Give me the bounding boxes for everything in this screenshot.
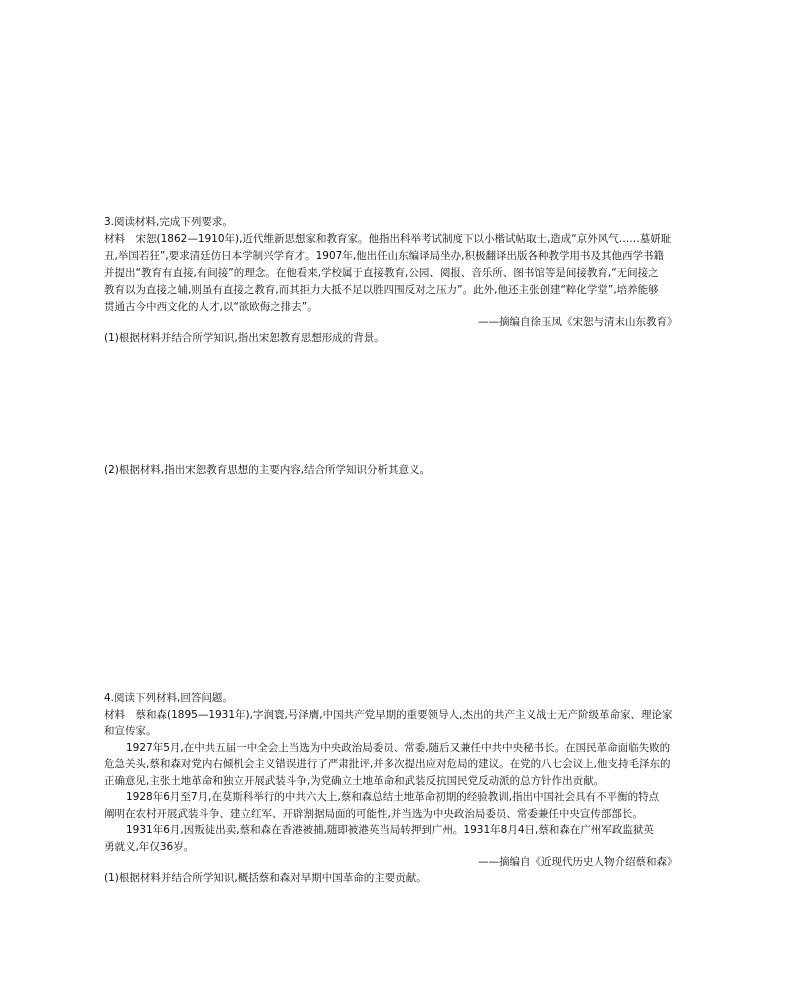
q3-material-line-4: 教育以为直接之辅,则虽有直接之教育,而其拒力大抵不足以胜四围反对之压力”。此外,他还主张创建“粹化学堂”,培养能够	[104, 284, 659, 296]
q3-material-line-2: 丑,举国若狂”,要求清廷仿日本学制兴学育才。1907年,他出任山东编译局坐办,积极翻译出版各种教学用书及其他西学书籍	[104, 250, 665, 262]
q3-question-1: (1)根据材料并结合所学知识,指出宋恕教育思想形成的背景。	[104, 332, 385, 344]
q4-material-line-1: 材料 蔡和森(1895—1931年),字润寰,号泽膺,中国共产党早期的重要领导人,杰出的共产主义战士无产阶级革命家、理论家	[104, 709, 673, 721]
q3-title: 3.阅读材料,完成下列要求。	[104, 216, 233, 228]
q4-material-line-2: 和宣传家。	[104, 725, 157, 737]
q4-paragraph-2-line-1: 1928年6月至7月,在莫斯科举行的中共六大上,蔡和森总结土地革命初期的经验教训,指出中国社会具有不平衡的特点	[126, 791, 660, 803]
q4-paragraph-1-line-3: 正确意见,主张土地革命和独立开展武装斗争,为党确立土地革命和武装反抗国民党反动派的总方针作出贡献。	[104, 775, 605, 787]
q3-question-2: (2)根据材料,指出宋恕教育思想的主要内容,结合所学知识分析其意义。	[104, 464, 431, 476]
q4-source: ——摘编自《近现代历史人物介绍蔡和森》	[478, 856, 678, 868]
q4-paragraph-2-line-2: 阐明在农村开展武装斗争、建立红军、开辟割据局面的可能性,并当选为中央政治局委员、常委兼任中央宣传部部长。	[104, 808, 643, 820]
q3-material-line-5: 贯通古今中西文化的人才,以“欲欧侮之排去”。	[104, 301, 318, 313]
q4-question-1: (1)根据材料并结合所学知识,概括蔡和森对早期中国革命的主要贡献。	[104, 872, 427, 884]
q3-material-line-3: 并提出“教育有直接,有间接”的理念。在他看来,学校属于直接教育,公园、阅报、音乐所、图书馆等是间接教育,“无间接之	[104, 267, 659, 279]
q4-paragraph-1-line-1: 1927年5月,在中共五届一中全会上当选为中央政治局委员、常委,随后又兼任中共中央秘书长。在国民革命面临失败的	[126, 742, 671, 754]
q3-material-line-1: 材料 宋恕(1862—1910年),近代维新思想家和教育家。他指出科举考试制度下以小楷试帖取士,造成“京外风气……墓妍耻	[104, 233, 672, 245]
q4-title: 4.阅读下列材料,回答问题。	[104, 692, 233, 704]
q4-paragraph-3-line-2: 勇就义,年仅36岁。	[104, 841, 195, 853]
q3-source: ——摘编自徐玉凤《宋恕与清末山东教育》	[478, 316, 678, 328]
q4-paragraph-1-line-2: 危急关头,蔡和森对党内右倾机会主义错误进行了严肃批评,并多次提出应对危局的建议。在党的八七会议上,他支持毛泽东的	[104, 758, 671, 770]
q4-paragraph-3-line-1: 1931年6月,因叛徒出卖,蔡和森在香港被捕,随即被港英当局转押到广州。1931年8月4日,蔡和森在广州军政监狱英	[126, 824, 654, 836]
